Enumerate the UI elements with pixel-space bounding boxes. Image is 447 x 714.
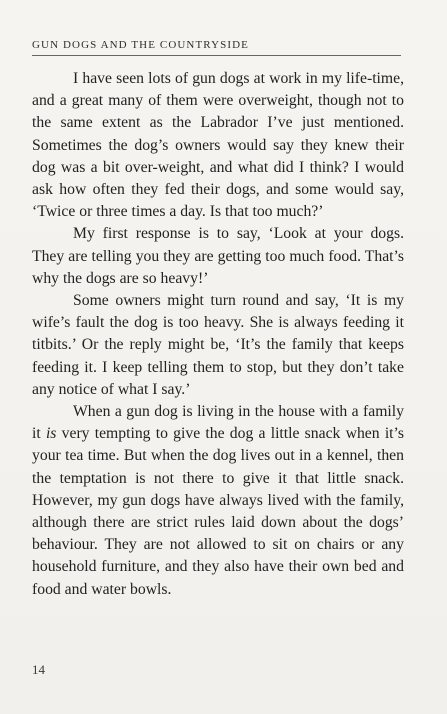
paragraph-3: Some owners might turn round and say, ‘It is my wife’s fault the dog is too heavy. She is always feeding it titbits.’ Or the reply might be, ‘It’s the family that keeps feeding it. I keep telling them to stop, but they don’t take any notice of what I say.’	[32, 292, 404, 398]
header-rule	[32, 55, 401, 56]
paragraph-1: I have seen lots of gun dogs at work in my life-time, and a great many of them were overweight, though not to the same extent as the Labrador I’ve just mentioned. Sometimes the dog’s owners would say they knew their dog was a bit over-weight, and what did I think? I would ask how often they fed their dogs, and some would say, ‘Twice or three times a day. Is that too much?’	[32, 70, 404, 221]
paragraph-4-start: When a gun dog is living in the house with a family it	[32, 403, 404, 443]
paragraph-4	[32, 401, 404, 601]
paragraph-2: My first response is to say, ‘Look at your dogs. They are telling you they are getting too much food. That’s why the dogs are so heavy!’	[32, 225, 404, 287]
running-head: GUN DOGS AND THE COUNTRYSIDE	[32, 39, 249, 51]
paragraph-4-emphasis: is	[45, 425, 57, 443]
paragraph-4-end: very tempting to give the dog a little snack when it’s your tea time. But when the dog lives out in a kennel, then the temptation is not there to give it that little snack. However, my gun dogs have always lived with the family, although there are strict rules laid down about the dogs’ behaviour. They are not allowed to sit on chairs or any household furniture, and they also have their own bed and food and water bowls.	[32, 425, 405, 598]
page-number: 14	[32, 662, 45, 677]
body-text	[32, 68, 404, 601]
